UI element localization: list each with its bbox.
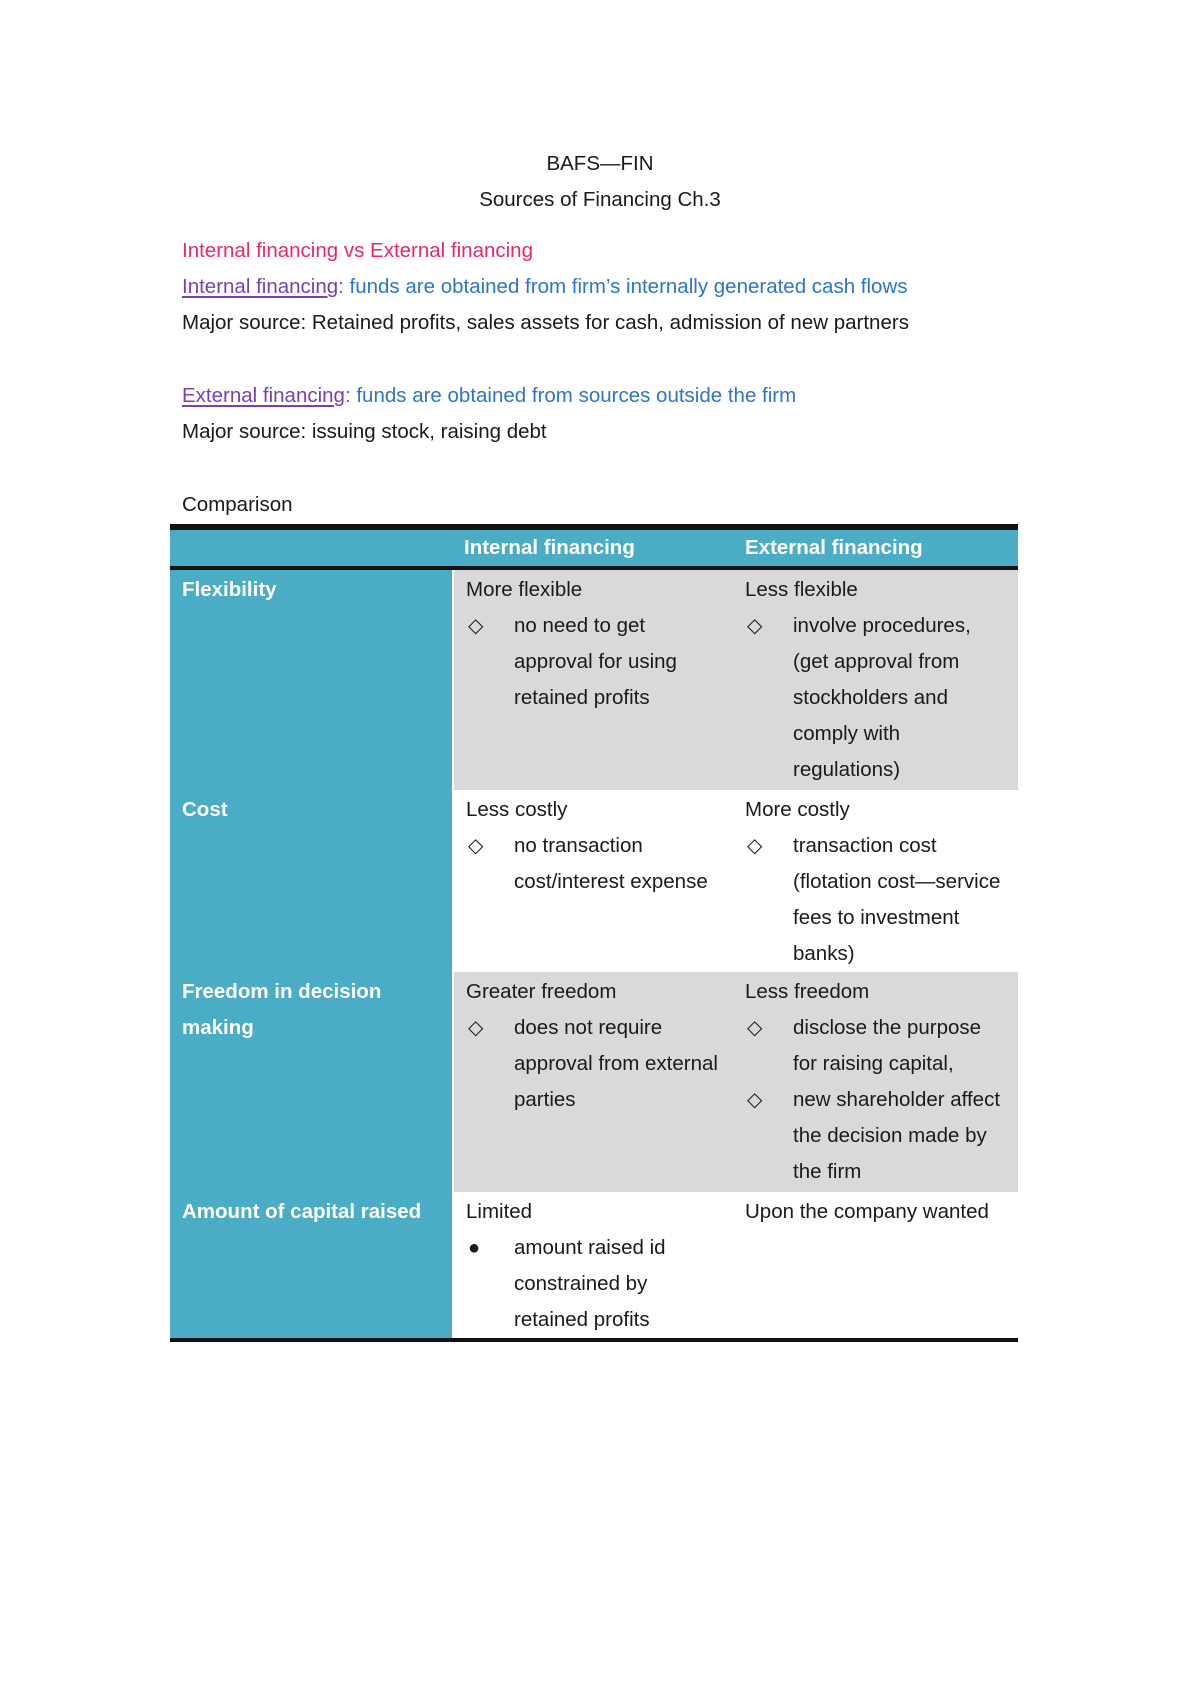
cell-cost-internal <box>452 790 733 972</box>
internal-major-source: Major source: Retained profits, sales assets for cash, admission of new partners <box>182 311 909 334</box>
diamond-bullet-icon: ◇ <box>747 615 763 637</box>
bullet-text: involve procedures, (get approval from stockholders and comply with regulations) <box>793 614 971 781</box>
internal-term: Internal financing <box>182 275 339 298</box>
external-major-source: Major source: issuing stock, raising debt <box>182 420 547 443</box>
external-definition: : funds are obtained from sources outside the firm <box>344 384 797 407</box>
cell-heading: More costly <box>745 798 850 821</box>
cell-heading: Limited <box>466 1200 533 1223</box>
row-label-amount: Amount of capital raised <box>170 1192 452 1338</box>
cell-heading: More flexible <box>466 578 583 601</box>
external-term: External financing <box>182 384 345 407</box>
bullet-text: does not require approval from external parties <box>514 1016 718 1111</box>
diamond-bullet-icon: ◇ <box>747 1017 763 1039</box>
bullet-item <box>745 608 1010 788</box>
cell-flexibility-internal <box>452 570 733 790</box>
external-definition-line <box>182 378 796 414</box>
diamond-bullet-icon: ◇ <box>747 1089 763 1111</box>
row-label-cost: Cost <box>170 790 452 972</box>
table-header-row <box>170 530 1018 570</box>
bullet-item <box>466 1010 725 1118</box>
bullet-item <box>745 828 1010 972</box>
table-row-amount <box>170 1192 1018 1338</box>
bullet-item <box>466 608 725 716</box>
cell-heading: Upon the company wanted <box>745 1200 989 1223</box>
course-title: BAFS—FIN <box>546 152 654 175</box>
bullet-text: disclose the purpose for raising capital, <box>793 1016 982 1075</box>
table-row-flexibility <box>170 570 1018 790</box>
bullet-text: transaction cost (flotation cost—service fees to investment banks) <box>793 834 1001 965</box>
bullet-item <box>466 828 725 900</box>
header-internal-financing: Internal financing <box>464 536 635 559</box>
header-external-financing: External financing <box>745 536 923 559</box>
chapter-title: Sources of Financing Ch.3 <box>479 188 721 211</box>
comparison-table <box>170 524 1018 1342</box>
diamond-bullet-icon: ◇ <box>747 835 763 857</box>
cell-amount-internal <box>452 1192 733 1338</box>
bullet-text: no transaction cost/interest expense <box>514 834 708 893</box>
dot-bullet-icon: ● <box>468 1237 481 1259</box>
cell-heading: Less flexible <box>745 578 858 601</box>
bullet-item <box>466 1230 725 1338</box>
bullet-text: amount raised id constrained by retained profits <box>514 1236 666 1331</box>
comparison-label: Comparison <box>182 493 293 516</box>
cell-cost-external <box>733 790 1018 972</box>
header-empty-cell <box>170 530 452 566</box>
cell-heading: Greater freedom <box>466 980 617 1003</box>
cell-freedom-external <box>733 972 1018 1192</box>
cell-heading: Less freedom <box>745 980 870 1003</box>
bullet-text: no need to get approval for using retained profits <box>514 614 677 709</box>
diamond-bullet-icon: ◇ <box>468 615 484 637</box>
bullet-item <box>745 1010 1010 1082</box>
cell-amount-external <box>733 1192 1018 1338</box>
cell-flexibility-external <box>733 570 1018 790</box>
internal-definition: : funds are obtained from firm’s internally generated cash flows <box>338 275 908 298</box>
bullet-item <box>745 1082 1010 1190</box>
cell-freedom-internal <box>452 972 733 1192</box>
bullet-text: new shareholder affect the decision made by the firm <box>793 1088 1001 1183</box>
topic-heading: Internal financing vs External financing <box>182 239 533 262</box>
cell-heading: Less costly <box>466 798 568 821</box>
row-label-flexibility: Flexibility <box>170 570 452 790</box>
internal-definition-line <box>182 269 908 305</box>
diamond-bullet-icon: ◇ <box>468 835 484 857</box>
table-row-cost <box>170 790 1018 972</box>
row-label-freedom: Freedom in decision making <box>170 972 452 1192</box>
diamond-bullet-icon: ◇ <box>468 1017 484 1039</box>
table-row-freedom <box>170 972 1018 1192</box>
